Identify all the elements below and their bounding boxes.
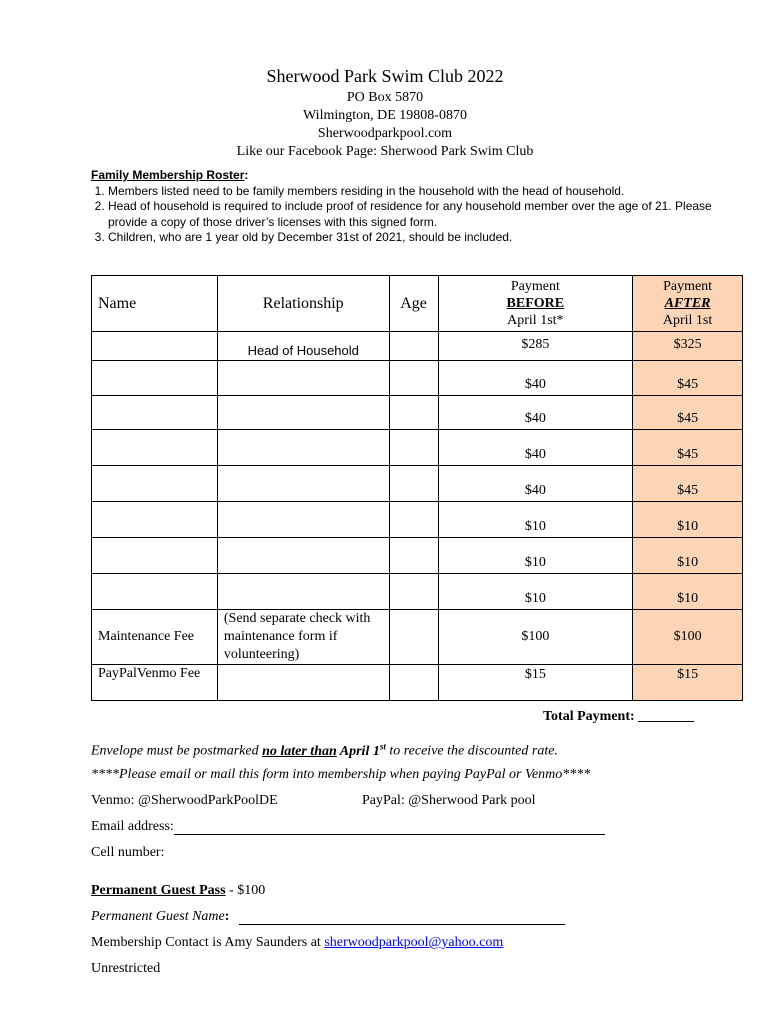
contact-row (91, 935, 503, 951)
age-cell[interactable] (389, 430, 438, 466)
after-price: $325 (633, 332, 743, 361)
relationship-cell[interactable] (217, 466, 389, 502)
guest-pass-row (91, 883, 265, 899)
name-cell[interactable] (92, 361, 218, 396)
membership-table (91, 275, 743, 701)
table-row (92, 466, 743, 502)
after-price: $45 (633, 361, 743, 396)
age-cell (389, 665, 438, 701)
before-price: $10 (438, 502, 633, 538)
form-title: Sherwood Park Swim Club 2022 (266, 66, 504, 86)
before-price: $40 (438, 466, 633, 502)
po-box: PO Box 5870 (346, 90, 424, 105)
venmo-handle: Venmo: @SherwoodParkPoolDE (91, 793, 278, 808)
header-before-top: Payment (510, 279, 560, 294)
table-row (92, 396, 743, 430)
after-price: $10 (633, 574, 743, 610)
header-before-mid: BEFORE (506, 296, 565, 311)
total-label: Total Payment: (543, 709, 635, 724)
table-row (92, 538, 743, 574)
paypal-fee-label: PayPalVenmo Fee (92, 665, 218, 701)
before-price: $10 (438, 574, 633, 610)
after-price: $10 (633, 502, 743, 538)
guest-name-row: Permanent Guest Name: (91, 909, 565, 925)
name-cell[interactable] (92, 502, 218, 538)
age-cell[interactable] (389, 538, 438, 574)
before-price: $15 (438, 665, 633, 701)
header-relationship: Relationship (217, 276, 389, 332)
total-blank[interactable]: ________ (638, 709, 695, 724)
envelope-post: to receive the discounted rate. (385, 743, 558, 759)
cell-label: Cell number: (91, 845, 165, 860)
email-field[interactable] (174, 819, 605, 835)
roster-section: Family Membership Roster: 1. Members listed need to be family members residing in the household with the head of household. 2. Head of household is required to include proof of residence for any household member over the age of 21. Please provide a copy of those driver’s licenses with this signed form. 3. Children, who are 1 year old by December 31st of 2021, should be included. (91, 168, 731, 246)
before-price: $10 (438, 538, 633, 574)
header-age: Age (389, 276, 438, 332)
relationship-cell[interactable] (217, 538, 389, 574)
maintenance-row (92, 610, 743, 665)
age-cell[interactable] (389, 332, 438, 361)
maintenance-label: Maintenance Fee (92, 610, 218, 665)
age-cell[interactable] (389, 361, 438, 396)
after-price: $45 (633, 430, 743, 466)
age-cell[interactable] (389, 502, 438, 538)
relationship-cell (217, 665, 389, 701)
before-price: $40 (438, 430, 633, 466)
header-payment-before (438, 276, 633, 332)
maintenance-note: (Send separate check with maintenance form if volunteering) (217, 610, 389, 665)
after-price: $10 (633, 538, 743, 574)
paypal-handle: PayPal: @Sherwood Park pool (362, 793, 536, 808)
email-label: Email address: (91, 819, 174, 834)
name-cell[interactable] (92, 430, 218, 466)
relationship-cell[interactable] (217, 574, 389, 610)
after-price: $15 (633, 665, 743, 701)
age-cell[interactable] (389, 574, 438, 610)
header-after-mid: AFTER (664, 296, 711, 311)
header-before-bot: April 1st* (507, 313, 564, 328)
after-price: $100 (633, 610, 743, 665)
email-note: ****Please email or mail this form into membership when paying PayPal or Venmo**** (91, 767, 591, 782)
header-after-bot: April 1st (662, 313, 713, 328)
table-row (92, 430, 743, 466)
table-row (92, 502, 743, 538)
email-row (91, 819, 605, 835)
table-row (92, 574, 743, 610)
website: Sherwoodparkpool.com (317, 126, 453, 141)
guest-name-field[interactable] (239, 909, 565, 925)
after-price: $45 (633, 466, 743, 502)
envelope-sup: st (379, 741, 386, 751)
roster-rule: 3. Children, who are 1 year old by December 31st of 2021, should be included. (108, 230, 731, 246)
table-row (92, 332, 743, 361)
before-price: $40 (438, 361, 633, 396)
relationship-cell: Head of Household (217, 332, 389, 361)
before-price: $100 (438, 610, 633, 665)
relationship-cell[interactable] (217, 502, 389, 538)
name-cell[interactable] (92, 574, 218, 610)
age-cell[interactable] (389, 466, 438, 502)
name-cell[interactable] (92, 466, 218, 502)
age-cell (389, 610, 438, 665)
paypal-fee-row (92, 665, 743, 701)
before-price: $285 (438, 332, 633, 361)
guest-name-label: Permanent Guest Name (91, 909, 225, 924)
city-address: Wilmington, DE 19808-0870 (303, 108, 467, 123)
header-payment-after (633, 276, 743, 332)
contact-text: Membership Contact is Amy Saunders at (91, 935, 325, 950)
name-cell[interactable] (92, 332, 218, 361)
roster-rule: 2. Head of household is required to include proof of residence for any household member over the age of 21. Please provide a copy of those driver’s licenses with this signed form. (108, 199, 731, 230)
facebook-line: Like our Facebook Page: Sherwood Park Swim Club (236, 144, 534, 159)
age-cell[interactable] (389, 396, 438, 430)
name-cell[interactable] (92, 396, 218, 430)
envelope-date: April 1 (336, 743, 380, 759)
envelope-emph: no later than (262, 743, 337, 759)
unrestricted-label: Unrestricted (91, 961, 161, 976)
total-payment[interactable] (543, 709, 694, 725)
relationship-cell[interactable] (217, 361, 389, 396)
relationship-cell[interactable] (217, 430, 389, 466)
relationship-cell[interactable] (217, 396, 389, 430)
table-row (92, 361, 743, 396)
roster-rule: 1. Members listed need to be family members residing in the household with the head of household. (108, 184, 731, 200)
contact-email-link[interactable]: sherwoodparkpool@yahoo.com (324, 935, 504, 950)
before-price: $40 (438, 396, 633, 430)
guest-pass-heading: Permanent Guest Pass (91, 883, 226, 898)
envelope-pre: Envelope must be postmarked (91, 743, 263, 759)
header-after-top: Payment (663, 279, 713, 294)
envelope-note (91, 741, 558, 760)
table-header-row (92, 276, 743, 332)
guest-pass-price: - $100 (225, 883, 266, 898)
roster-rules (91, 184, 731, 246)
name-cell[interactable] (92, 538, 218, 574)
after-price: $45 (633, 396, 743, 430)
header-name: Name (92, 276, 218, 332)
roster-heading: Family Membership Roster (91, 168, 245, 182)
